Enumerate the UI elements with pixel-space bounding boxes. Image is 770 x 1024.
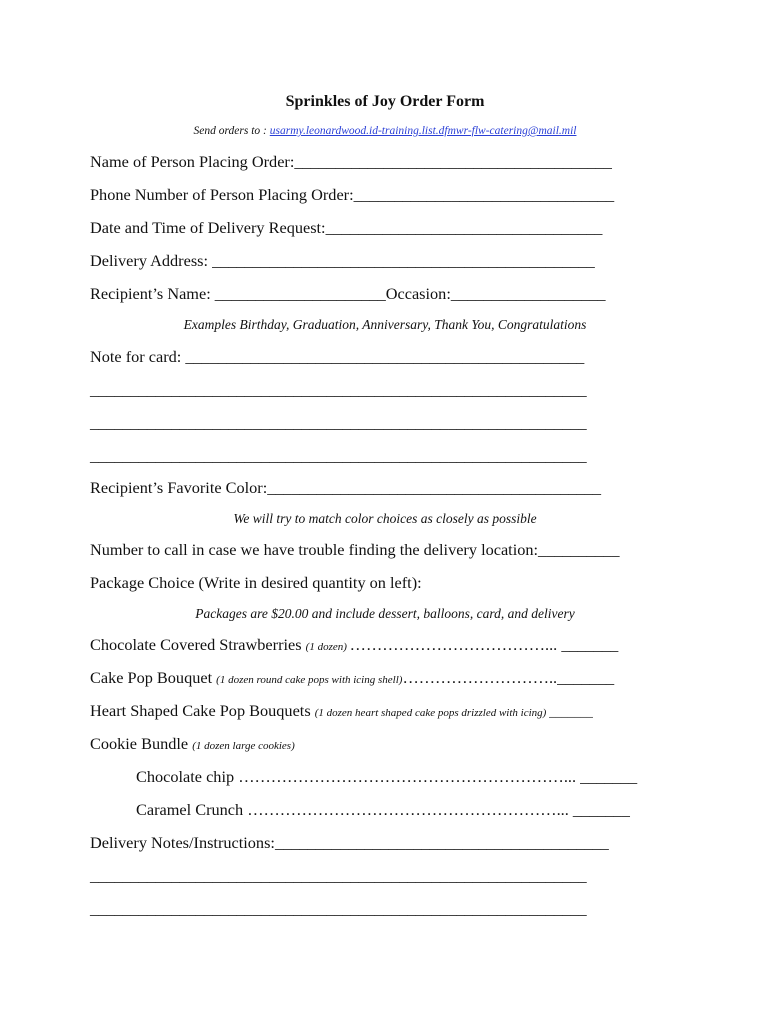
recipient-field <box>90 284 606 304</box>
strawberries-detail: (1 dozen) <box>305 641 350 653</box>
note-field <box>90 347 584 367</box>
datetime-field <box>90 218 602 238</box>
package-strawberries <box>90 635 618 655</box>
cookie-bundle-name: Cookie Bundle <box>90 734 193 753</box>
occasion-input[interactable]: ___________________ <box>450 284 606 303</box>
name-input[interactable]: _______________________________________ <box>294 152 612 171</box>
chocolate-chip-name: Chocolate chip <box>136 767 239 786</box>
delivery-notes-field <box>90 833 609 853</box>
strawberries-dots: ………………………………... <box>349 635 562 654</box>
caramel-crunch-name: Caramel Crunch <box>136 800 248 819</box>
call-input[interactable]: __________ <box>538 540 620 559</box>
send-orders-line <box>0 125 770 137</box>
delivery-notes-line-3[interactable]: _____________________________________________________________ <box>90 899 587 918</box>
chocolate-chip-dots: ……………………………………………………... <box>238 767 581 786</box>
page-title: Sprinkles of Joy Order Form <box>285 93 485 110</box>
call-field <box>90 540 619 560</box>
phone-label: Phone Number of Person Placing Order: <box>90 185 354 204</box>
recipient-input[interactable]: _____________________ <box>214 284 386 303</box>
color-label: Recipient’s Favorite Color: <box>90 478 268 497</box>
caramel-crunch-qty-input[interactable]: _______ <box>572 800 630 819</box>
name-label: Name of Person Placing Order: <box>90 152 295 171</box>
package-cookie-bundle <box>90 734 295 754</box>
package-choice-label: Package Choice (Write in desired quantity on left): <box>90 573 422 592</box>
cake-pop-qty-input[interactable]: _______ <box>557 668 615 687</box>
delivery-notes-label: Delivery Notes/Instructions: <box>90 833 275 852</box>
package-cake-pop <box>90 668 614 688</box>
note-input[interactable]: _________________________________________________ <box>185 347 585 366</box>
heart-cake-pop-name: Heart Shaped Cake Pop Bouquets <box>90 701 315 720</box>
package-caramel-crunch <box>136 800 630 820</box>
package-heart-cake-pop <box>90 701 593 721</box>
heart-cake-pop-qty-input[interactable]: _______ <box>549 705 593 719</box>
strawberries-qty-input[interactable]: _______ <box>561 635 619 654</box>
address-input[interactable]: _______________________________________________ <box>212 251 595 270</box>
cookie-bundle-detail: (1 dozen large cookies) <box>192 740 295 752</box>
datetime-label: Date and Time of Delivery Request: <box>90 218 326 237</box>
note-line-3[interactable]: _____________________________________________________________ <box>90 413 587 432</box>
cake-pop-dots: ……………………….. <box>402 668 558 687</box>
occasion-examples: Examples Birthday, Graduation, Anniversary, Thank You, Congratulations <box>183 317 587 332</box>
delivery-notes-input[interactable]: _________________________________________ <box>274 833 609 852</box>
strawberries-name: Chocolate Covered Strawberries <box>90 635 306 654</box>
phone-field <box>90 185 614 205</box>
address-label: Delivery Address: <box>90 251 213 270</box>
delivery-notes-line-2[interactable]: _____________________________________________________________ <box>90 866 587 885</box>
heart-cake-pop-detail: (1 dozen heart shaped cake pops drizzled with icing) <box>314 707 550 719</box>
color-input[interactable]: _________________________________________ <box>267 478 602 497</box>
recipient-label: Recipient’s Name: <box>90 284 215 303</box>
datetime-input[interactable]: __________________________________ <box>325 218 603 237</box>
phone-input[interactable]: ________________________________ <box>353 185 615 204</box>
send-orders-prefix: Send orders to : <box>193 125 270 137</box>
note-line-4[interactable]: _____________________________________________________________ <box>90 446 587 465</box>
call-label: Number to call in case we have trouble finding the delivery location: <box>90 540 539 559</box>
email-link[interactable]: usarmy.leonardwood.id-training.list.dfmwr-flw-catering@mail.mil <box>269 125 577 137</box>
name-field <box>90 152 612 172</box>
note-label: Note for card: <box>90 347 186 366</box>
color-note: We will try to match color choices as closely as possible <box>233 511 537 526</box>
cake-pop-name: Cake Pop Bouquet <box>90 668 217 687</box>
address-field <box>90 251 595 271</box>
chocolate-chip-qty-input[interactable]: _______ <box>580 767 638 786</box>
cake-pop-detail: (1 dozen round cake pops with icing shell) <box>216 674 403 686</box>
package-note: Packages are $20.00 and include dessert, balloons, card, and delivery <box>195 606 575 621</box>
occasion-label: Occasion: <box>385 284 451 303</box>
package-chocolate-chip <box>136 767 637 787</box>
note-line-2[interactable]: _____________________________________________________________ <box>90 380 587 399</box>
color-field <box>90 478 601 498</box>
caramel-crunch-dots: …………………………………………………... <box>247 800 573 819</box>
